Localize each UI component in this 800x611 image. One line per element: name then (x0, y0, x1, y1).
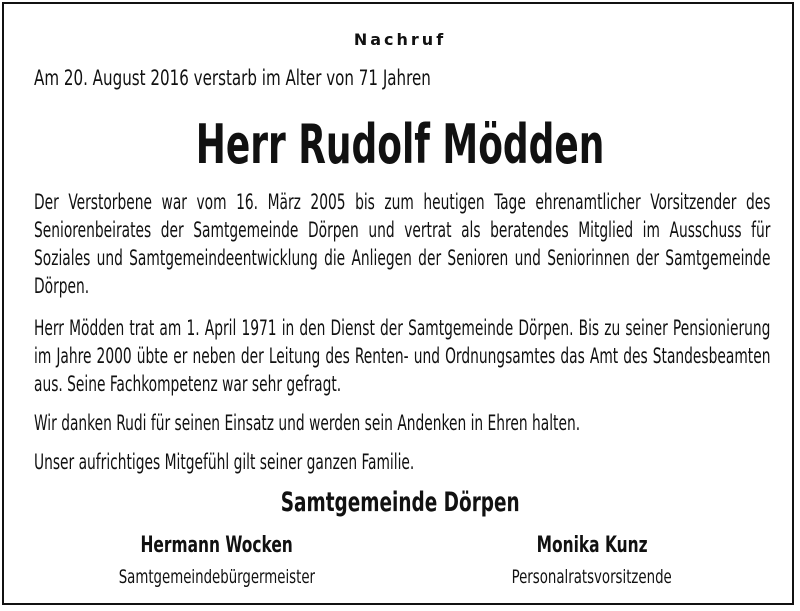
signatory-role: Personalratsvorsitzende (511, 566, 673, 588)
notice-heading: Nachruf (353, 30, 447, 49)
intro-line (34, 65, 530, 91)
paragraph-thanks: Wir danken Rudi für seinen Einsatz und werden sein Andenken in Ehren halten. (34, 411, 581, 435)
paragraph-condolence: Unser aufrichtiges Mitgefühl gilt seiner ganzen Familie. (34, 450, 415, 474)
intro-text: Am 20. August 2016 verstarb im Alter von 71 Jahren (34, 66, 431, 90)
organization-name-text: Samtgemeinde Dörpen (280, 487, 520, 518)
organization-name (0, 487, 800, 519)
deceased-name-text: Herr Rudolf Mödden (195, 113, 605, 176)
signatory-name: Monika Kunz (536, 533, 648, 558)
signatory-role: Samtgemeindebürgermeister (118, 566, 316, 588)
paragraph-tenure: Der Verstorbene war vom 16. März 2005 bis zum heutigen Tage ehrenamtlicher Vorsitzender des Seniorenbeirates der Samtgemeinde Dörpen und vertrat als beratendes Mitglied im Ausschuss für Soziales und Samtgemeindeentwicklung die Anliegen der Senioren und Seniorinnen der Samtgemeinde Dörpen. (34, 190, 771, 298)
deceased-name (0, 112, 800, 178)
signatory-council-chair (442, 532, 742, 590)
paragraph-career: Herr Mödden trat am 1. April 1971 in den Dienst der Samtgemeinde Dörpen. Bis zu seiner Pensionierung im Jahre 2000 übte er neben der Leitung des Renten- und Ordnungsamtes das Amt des Standesbeamten aus. Seine Fachkompetenz war sehr gefragt. (34, 316, 771, 396)
signatory-name: Hermann Wocken (140, 533, 294, 558)
signatory-mayor (67, 532, 367, 590)
